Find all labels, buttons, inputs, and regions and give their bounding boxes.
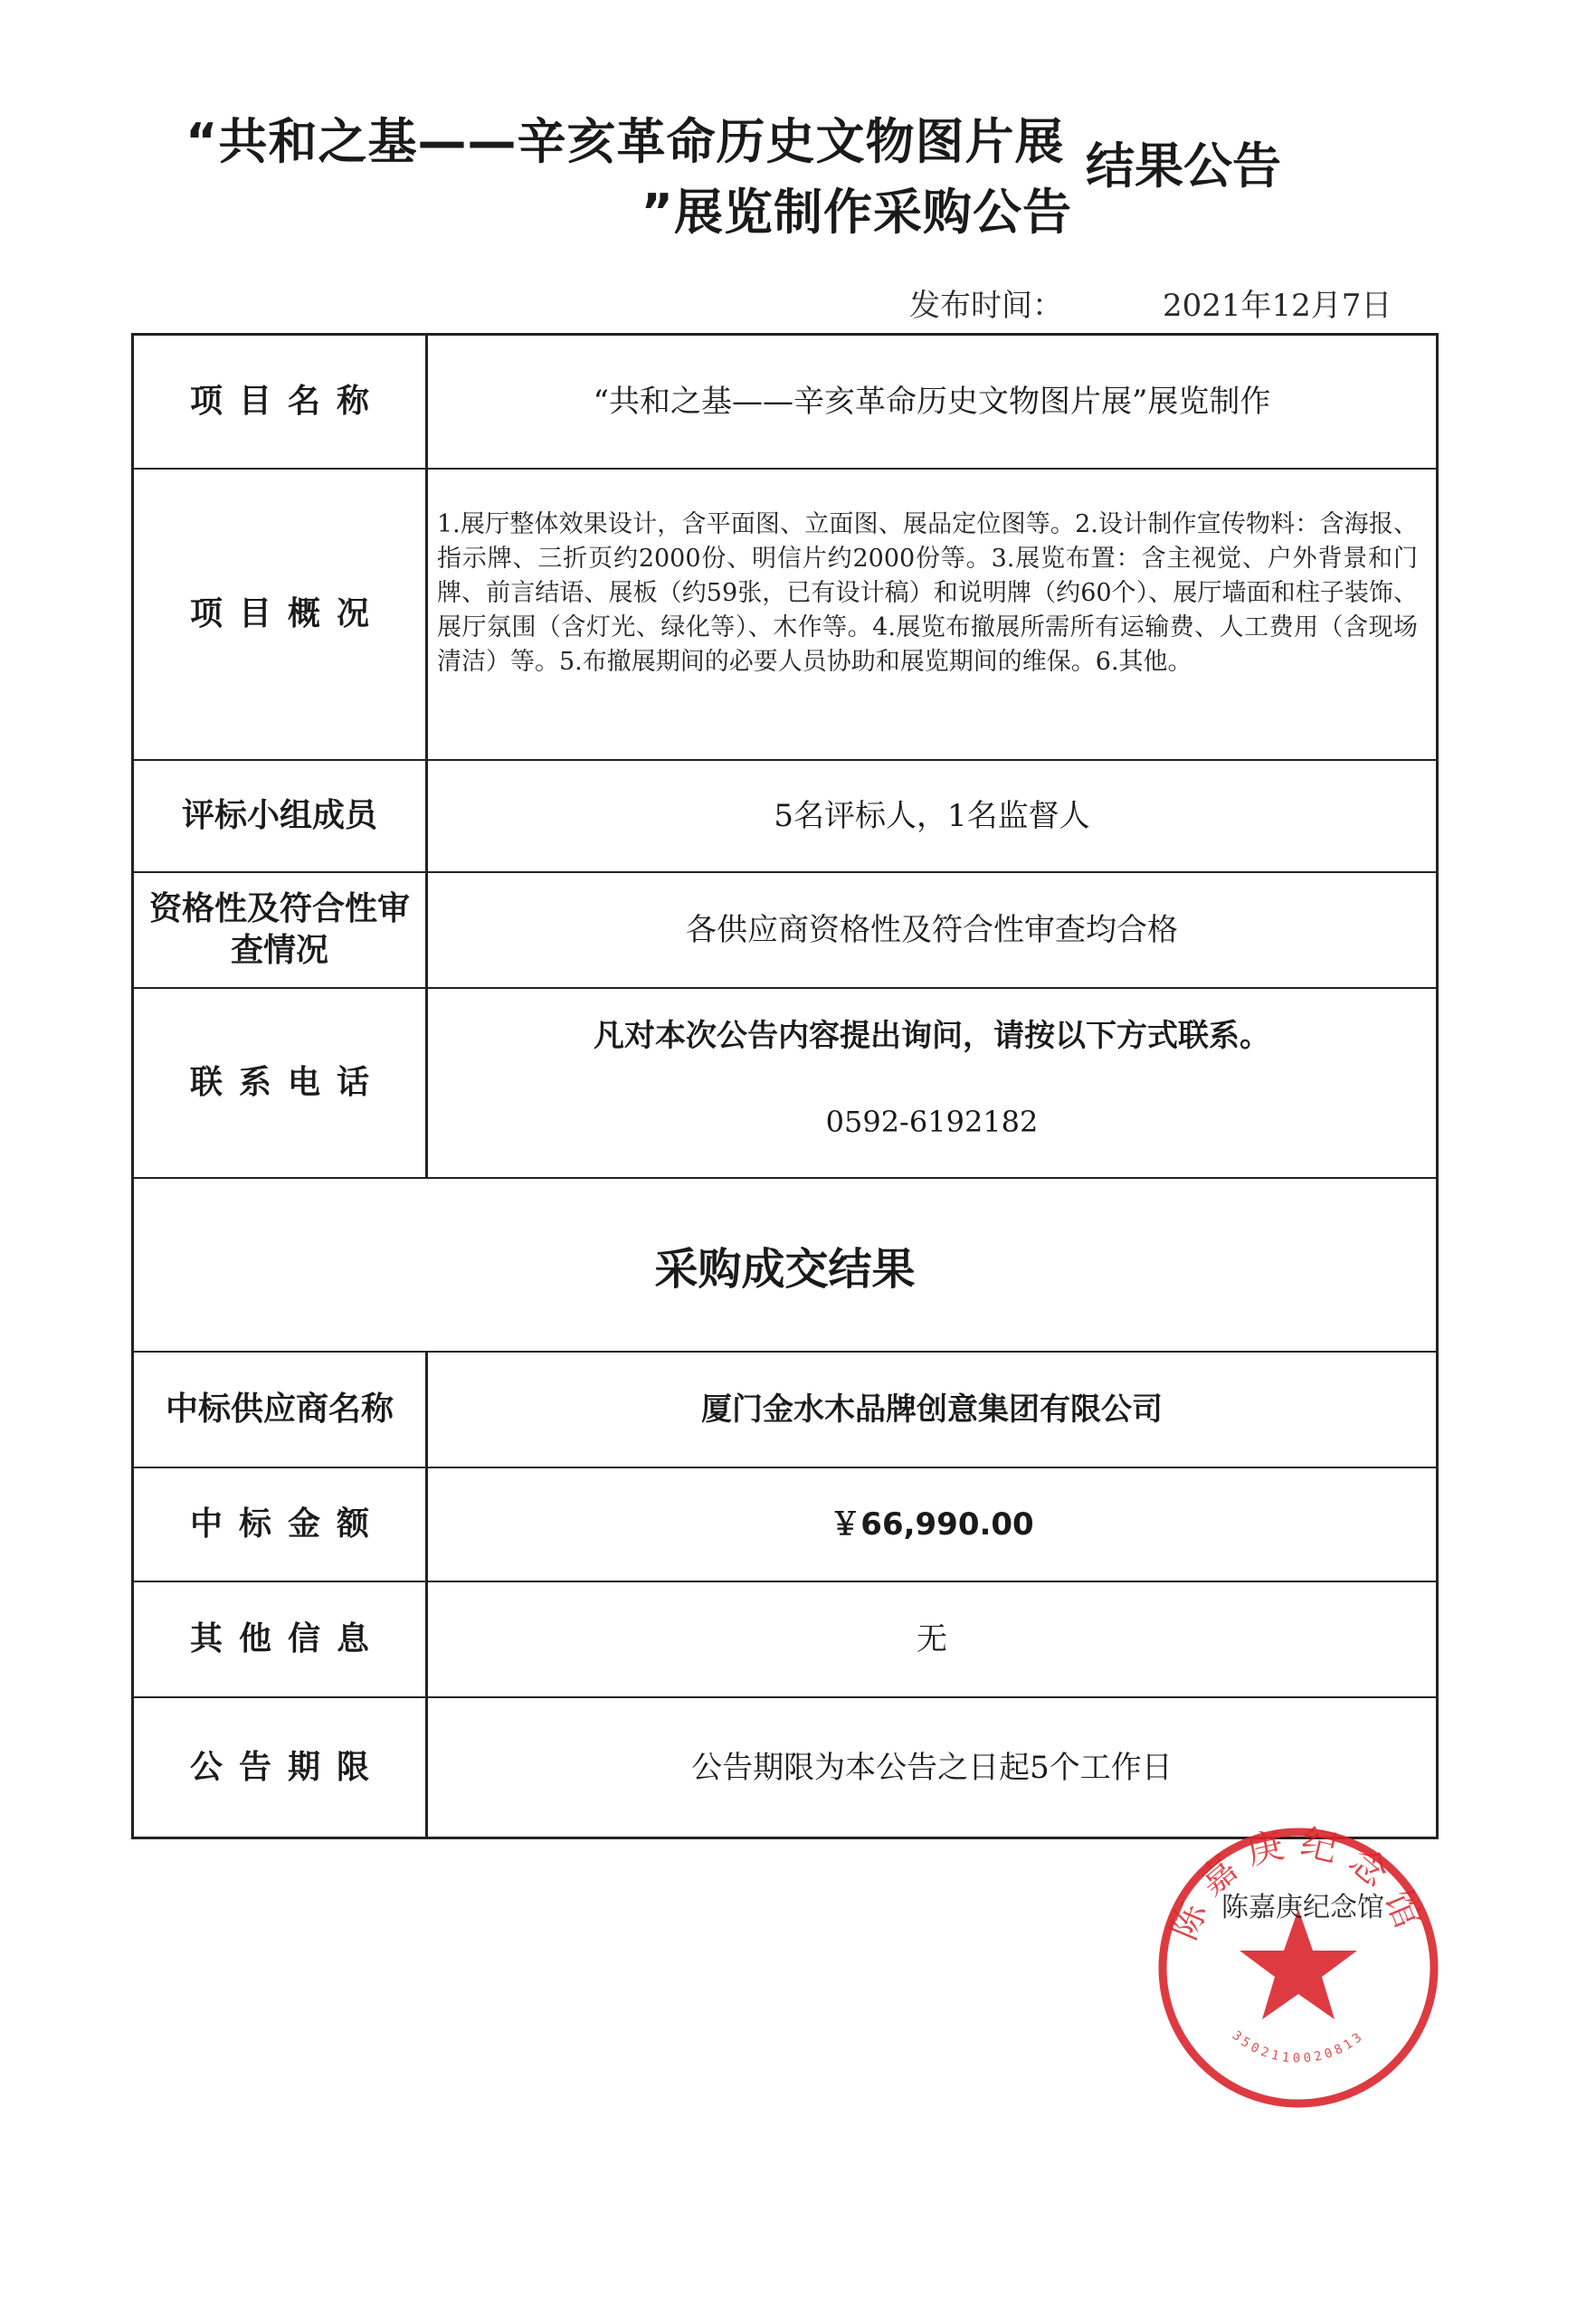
value-qualification: 各供应商资格性及符合性审查均合格: [686, 912, 1178, 948]
seal-arc-text: 陈嘉庚纪念馆: [1163, 1821, 1434, 1946]
official-seal-icon: [1149, 1818, 1448, 2117]
value-winner: 厦门金水木品牌创意集团有限公司: [701, 1391, 1163, 1428]
value-project-name: “共和之基——辛亥革命历史文物图片展”展览制作: [593, 384, 1271, 420]
label-project-overview: 项目概况: [134, 470, 428, 759]
row-project-overview: [134, 470, 1436, 761]
seal-number: 3502110020813: [1229, 2027, 1368, 2066]
value-panel: 5名评标人，1名监督人: [774, 798, 1090, 834]
value-other: 无: [917, 1621, 947, 1657]
value-project-overview: 1.展厅整体效果设计，含平面图、立面图、展品定位图等。2.设计制作宣传物料：含海报、指示牌、三折页约2000份、明信片约2000份等。3.展览布置：含主视觉、户外背景和门牌、前言结语、展板（约59张，已有设计稿）和说明牌（约60个）、展厅墙面和柱子装饰、展厅氛围（含灯光、绿化等）、木作等。4.展览布撤展所需所有运输费、人工费用（含现场清洁）等。5.布撤展期间的必要人员协助和展览期间的维保。6.其他。: [437, 510, 1418, 676]
value-contact: [428, 989, 1436, 1177]
seal-inner-text: 陈嘉庚纪念馆: [1221, 1892, 1384, 1923]
row-amount: [134, 1468, 1436, 1582]
label-project-name: 项目名称: [134, 336, 428, 468]
label-period: 公告期限: [134, 1698, 428, 1837]
label-qualification: 资格性及符合性审查情况: [134, 873, 428, 987]
page-title: [185, 107, 1090, 248]
title-line-1: “共和之基——辛亥革命历史文物图片展: [185, 113, 1065, 170]
row-project-name: [134, 336, 1436, 470]
publish-label: 发布时间：: [909, 288, 1063, 324]
row-contact: [134, 989, 1436, 1179]
label-other: 其他信息: [134, 1582, 428, 1696]
publish-date: 2021年12月7日: [1163, 288, 1392, 324]
row-panel: [134, 761, 1436, 873]
value-amount: ￥66,990.00: [830, 1506, 1034, 1543]
label-contact: 联系电话: [134, 989, 428, 1177]
label-panel: 评标小组成员: [134, 761, 428, 871]
contact-note: 凡对本次公告内容提出询问，请按以下方式联系。: [594, 1018, 1270, 1054]
announcement-table: [131, 333, 1439, 1839]
row-winner: [134, 1353, 1436, 1468]
label-amount: 中标金额: [134, 1468, 428, 1581]
section-title-result: 采购成交结果: [654, 1243, 916, 1295]
svg-text:3502110020813: [1230, 2028, 1368, 2066]
row-qualification: [134, 873, 1436, 989]
contact-phone: 0592-6192182: [825, 1105, 1039, 1139]
title-result-suffix: 结果公告: [1086, 138, 1281, 195]
value-period: 公告期限为本公告之日起5个工作日: [691, 1749, 1173, 1786]
label-winner: 中标供应商名称: [134, 1353, 428, 1467]
row-other: [134, 1582, 1436, 1698]
row-period: [134, 1698, 1436, 1837]
title-line-2: ”展览制作采购公告: [641, 184, 1072, 241]
row-result-section: [134, 1179, 1436, 1353]
publish-date-line: [909, 280, 1392, 325]
